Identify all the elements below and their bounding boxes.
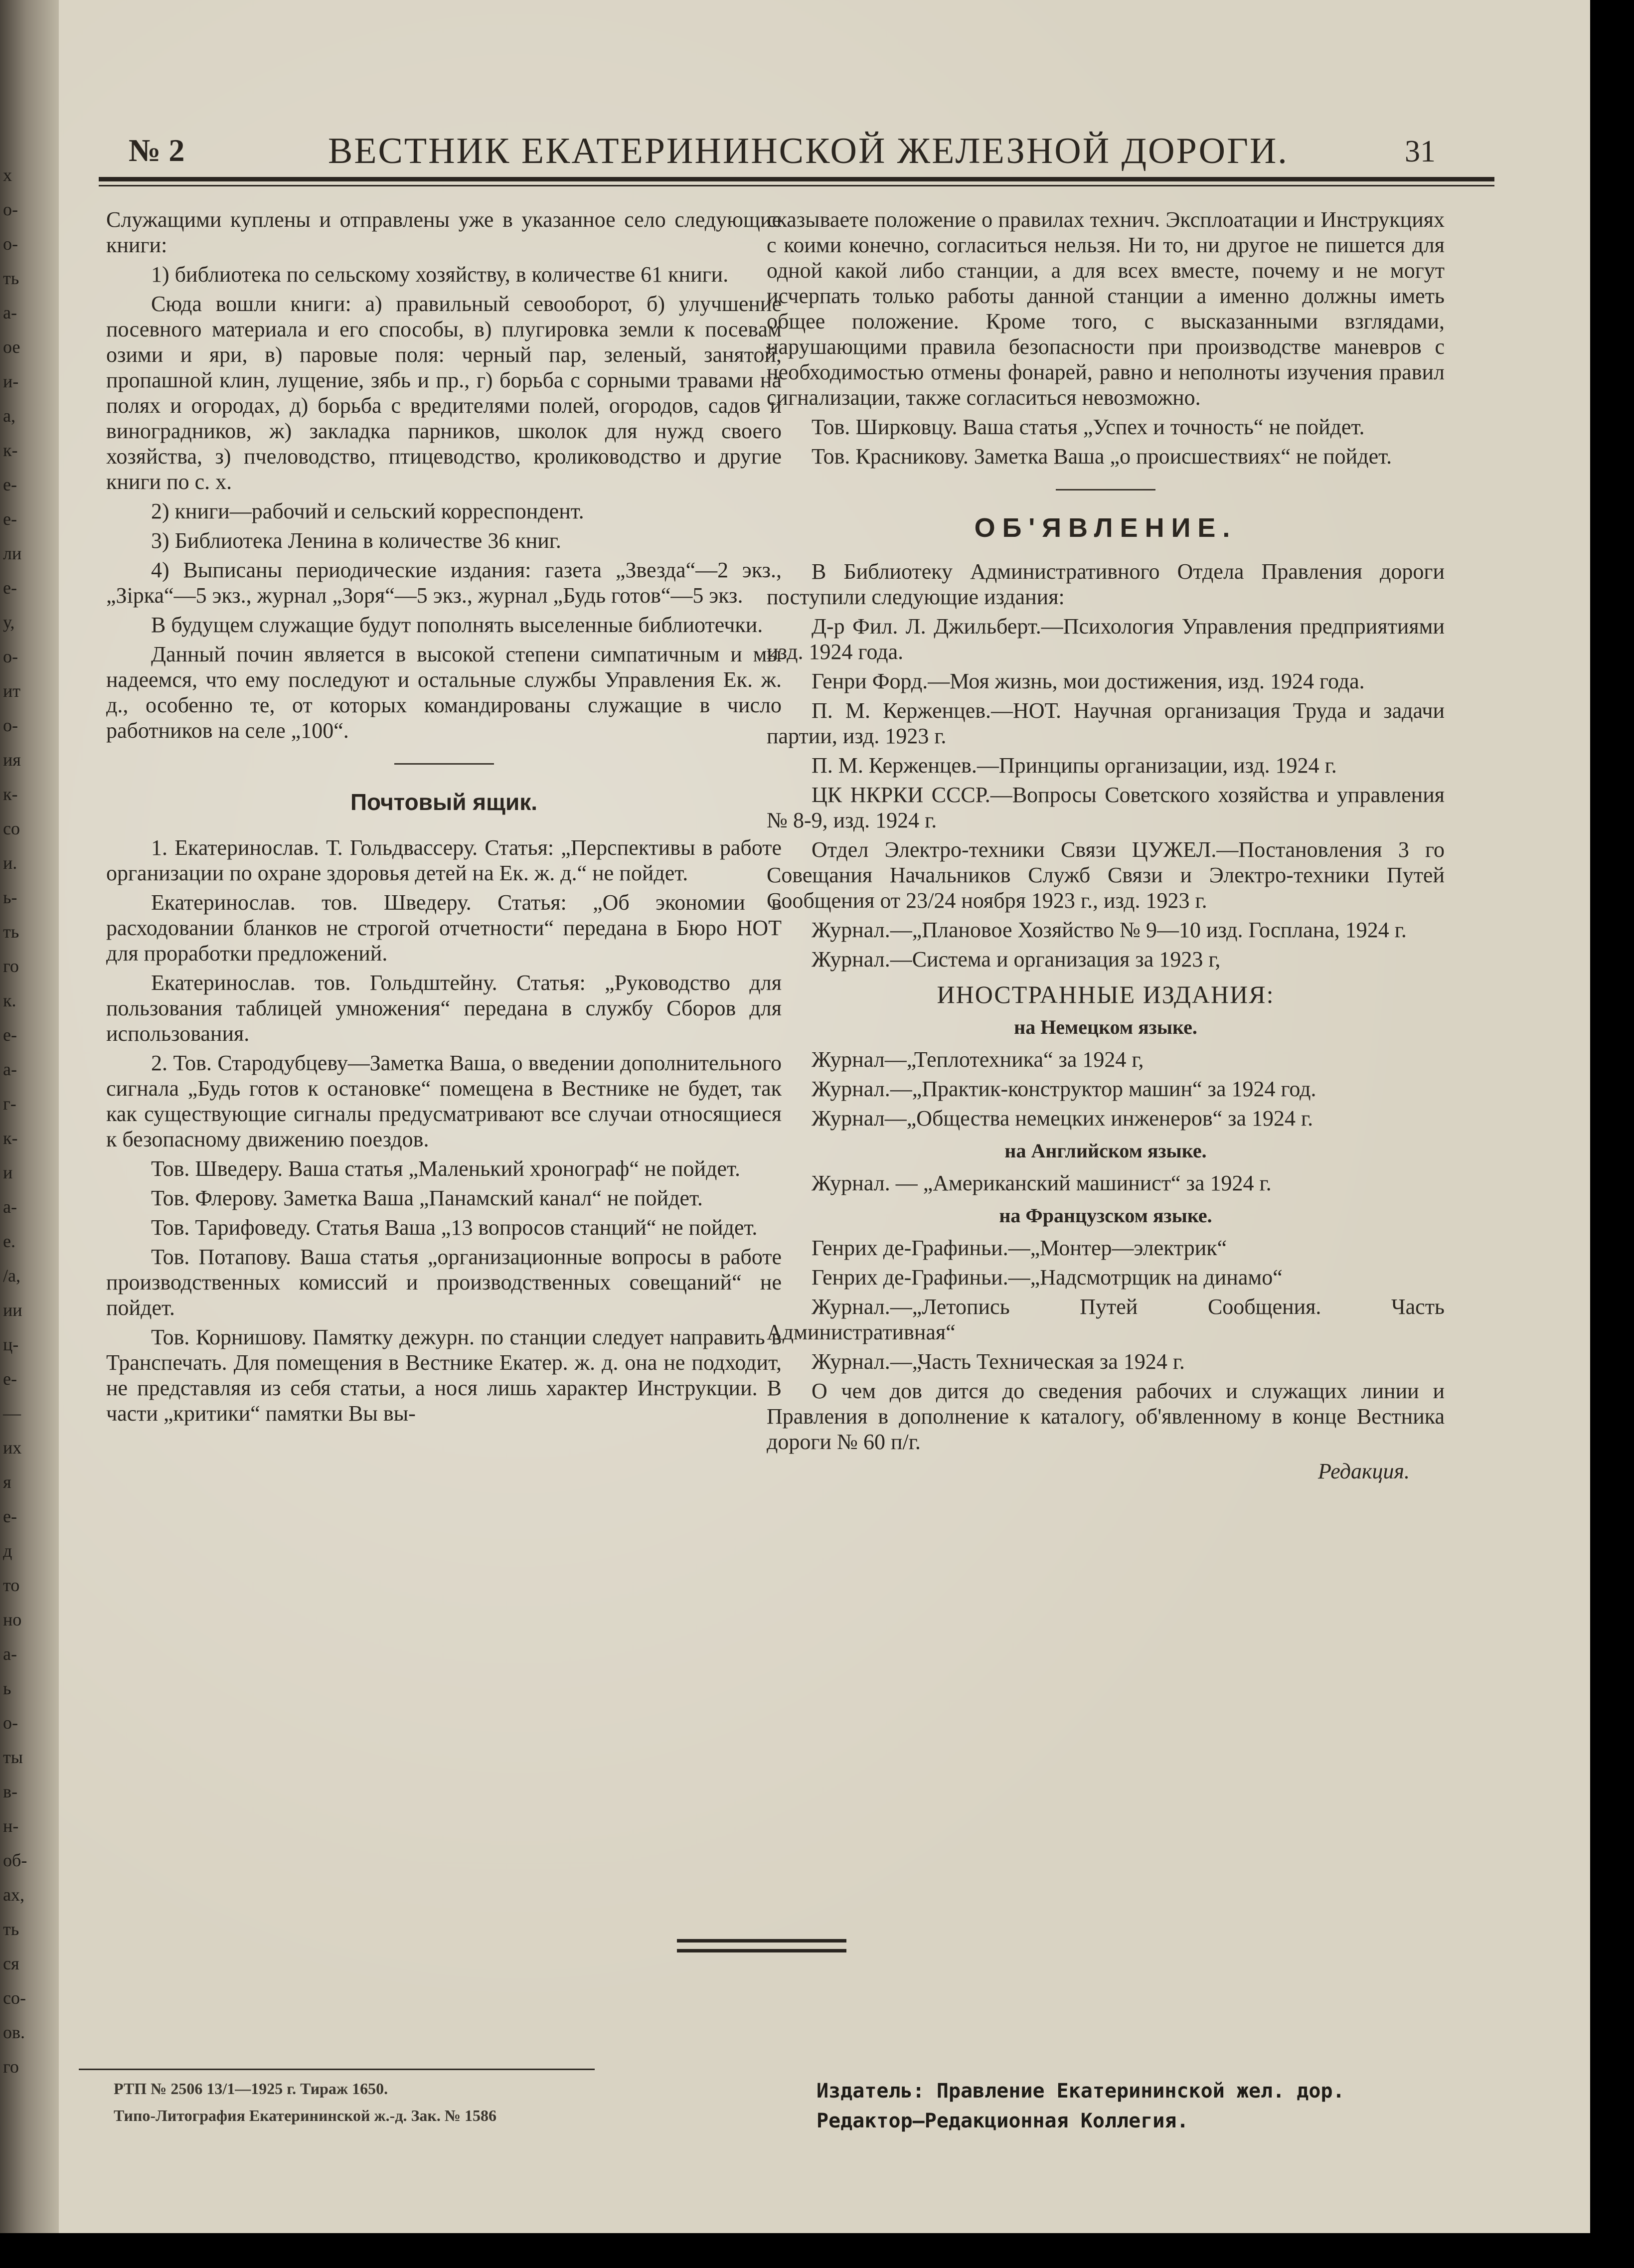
gutter-fragment: к- (3, 440, 18, 460)
scan-border-right (1590, 0, 1634, 2268)
gutter-fragment: со- (3, 1988, 26, 2008)
gutter-fragment: о- (3, 199, 18, 219)
gutter-fragment: ть (3, 922, 19, 942)
gutter-fragment: е- (3, 578, 17, 598)
french-heading: на Французском языке. (999, 1204, 1212, 1227)
foreign-editions-heading: ИНОСТРАННЫЕ ИЗДАНИЯ: (937, 980, 1275, 1008)
publication-entry: Генрих де-Графиньи.—„Монтер—электрик“ (812, 1236, 1227, 1260)
gutter-fragment: е- (3, 1025, 17, 1045)
end-rule (677, 1949, 846, 1952)
publication-entry: Отдел Электро-техники Связи ЦУЖЕЛ.—Постановления 3 го Совещания Начальников Служб Связи и Электро-техники Путей Сообщения от 23/24 ноября 1923 г., изд. 1923 г. (767, 837, 1445, 913)
gutter-fragment: а- (3, 1197, 17, 1217)
mailbox-entry: Екатеринослав. тов. Шведеру. Статья: „Об экономии в расходовании бланков не строгой отчетности“ передана в Бюро НОТ для проработки предложений. (106, 890, 782, 966)
gutter-fragment: а- (3, 1059, 17, 1079)
page-header (99, 127, 1494, 182)
paragraph: Данный почин является в высокой степени симпатичным и мы надеемся, что ему последуют и остальные службы Управления Ек. ж. д., особенно те, от которых командированы служащие в число работников на селе „100“. (106, 642, 782, 743)
gutter-fragment: ое (3, 337, 20, 357)
publication-entry: Генри Форд.—Моя жизнь, мои достижения, изд. 1924 года. (812, 669, 1365, 693)
paragraph: 3) Библиотека Ленина в количестве 36 книг. (151, 528, 561, 553)
announcement-intro: В Библиотеку Административного Отдела Правления дороги поступили следующие издания: (767, 559, 1445, 609)
gutter-fragment: а- (3, 303, 17, 323)
paragraph: В будущем служащие будут пополнять выселенные библиотечки. (151, 613, 763, 637)
mailbox-entry: 1. Екатеринослав. Т. Гольдвассеру. Статья: „Перспективы в работе организации по охране здоровья детей на Ек. ж. д.“ не пойдет. (106, 835, 782, 885)
editorial-signature: Редакция. (1317, 1459, 1410, 1483)
gutter-fragment: в- (3, 1782, 17, 1801)
gutter-fragment: /а, (3, 1266, 20, 1286)
gutter-fragment: ц- (3, 1334, 19, 1354)
end-rule (677, 1939, 846, 1943)
gutter-fragment: х (3, 165, 12, 185)
footer-rule (79, 2069, 595, 2070)
gutter-fragment: и. (3, 853, 17, 873)
page-number: 31 (1405, 135, 1436, 168)
gutter-fragment: со (3, 818, 20, 838)
paragraph: 4) Выписаны периодические издания: газета „Звезда“—2 экз., „Зірка“—5 экз., журнал „Зоря“—5 экз., журнал „Будь готов“—5 экз. (106, 558, 782, 608)
gutter-fragment: о- (3, 234, 18, 254)
gutter-fragment: е- (3, 475, 17, 494)
gutter-fragment: ов. (3, 2022, 25, 2042)
gutter-fragment: о- (3, 647, 18, 666)
gutter-fragment: и (3, 1162, 13, 1182)
paragraph: 2) книги—рабочий и сельский корреспондент. (151, 499, 584, 523)
gutter-fragment: е- (3, 509, 17, 529)
left-column (106, 207, 782, 1430)
gutter-fragment: их (3, 1438, 22, 1458)
mailbox-entry: Тов. Флерову. Заметка Ваша „Панамский канал“ не пойдет. (151, 1186, 703, 1210)
gutter-fragment: е- (3, 1369, 17, 1389)
gutter-fragment: ты (3, 1747, 23, 1767)
gutter-fragment: ь- (3, 887, 17, 907)
publication-entry: Журнал.—„Практик-конструктор машин“ за 1924 год. (812, 1077, 1316, 1101)
gutter-fragment: е- (3, 1506, 17, 1526)
gutter-fragment: ли (3, 543, 22, 563)
publication-entry: Журнал.—Система и организация за 1923 г, (812, 947, 1221, 972)
section-divider (394, 763, 494, 765)
issue-number: № 2 (129, 133, 185, 168)
paragraph: сказываете положение о правилах технич. Эксплоатации и Инструкциях с коими конечно, согласиться нельзя. Ни то, ни другое не пишется для одной какой либо станции, а для всех вместе, почему и не могут исчерпать только работы данной станции а именно должны иметь общее положение. Кроме того, с высказанными взглядами, нарушающими правила безопасности при производстве маневров с необходимостью отмены фонарей, равно и неполноты изучения правил сигнализации, также согласиться невозможно. (767, 207, 1445, 410)
paragraph: Тов. Ширковцу. Ваша статья „Успех и точность“ не пойдет. (812, 415, 1365, 439)
closing-note: О чем дов дится до сведения рабочих и служащих линии и Правления в дополнение к каталогу, об'явленному в конце Вестника дороги № 60 п/г. (767, 1379, 1445, 1454)
mailbox-heading: Почтовый ящик. (350, 789, 538, 815)
gutter-fragment: к- (3, 784, 18, 804)
publication-entry: Генрих де-Графиньи.—„Надсмотрщик на динамо“ (812, 1265, 1283, 1290)
gutter-fragment: я (3, 1472, 11, 1492)
gutter-fragment: ть (3, 268, 19, 288)
header-rule-thin (99, 185, 1494, 186)
publication-entry: Журнал—„Теплотехника“ за 1924 г, (812, 1047, 1144, 1072)
publication-entry: Журнал.—„Летопись Путей Сообщения. Часть Административная“ (767, 1295, 1445, 1344)
gutter-fragment: у, (3, 612, 15, 632)
mailbox-entry: Екатеринослав. тов. Гольдштейну. Статья: „Руководство для пользования таблицей умножения“ передана в службу Сборов для использования. (106, 971, 782, 1046)
gutter-fragment: д (3, 1541, 12, 1561)
publisher-line: Издатель: Правление Екатерининской жел. дор. (817, 2080, 1345, 2103)
publication-entry: Д-р Фил. Л. Джильберт.—Психология Управления предприятиями изд. 1924 года. (767, 614, 1445, 664)
editor-line: Редактор—Редакционная Коллегия. (817, 2109, 1189, 2132)
gutter-fragment: ит (3, 681, 20, 701)
mailbox-entry: Тов. Тарифоведу. Статья Ваша „13 вопросов станций“ не пойдет. (151, 1215, 758, 1240)
gutter-fragment: о- (3, 715, 18, 735)
paragraph: Сюда вошли книги: а) правильный севооборот, б) улучшение посевного материала и его способы, в) плугировка земли к посевам озими и яри, в) паровые поля: черный пар, зеленый, занятой, пропашной клин, лущение, зябь и пр., г) борьба с сорными травами на полях и огородах, д) борьба с вредителями полей, огородов, садов и виноградников, ж) закладка парников, школок для нужд своего хозяйства, з) пчеловодство, птицеводство, кролиководство и другие книги по с. х. (106, 292, 782, 494)
gutter-fragment: и- (3, 371, 19, 391)
publication-entry: Журнал. — „Американский машинист“ за 1924 г. (812, 1171, 1272, 1195)
gutter-fragment: об- (3, 1850, 27, 1870)
mailbox-entry: 2. Тов. Стародубцеву—Заметка Ваша, о введении дополнительного сигнала „Будь готов к остановке“ помещена в Вестнике не будет, так как существующие сигналы предусматривают все случаи относящиеся к безопасному движению поездов. (106, 1051, 782, 1151)
announcement-heading: ОБ'ЯВЛЕНИЕ. (974, 513, 1237, 543)
publication-entry: Журнал.—„Часть Техническая за 1924 г. (812, 1349, 1185, 1374)
paragraph: Тов. Красникову. Заметка Ваша „о происшествиях“ не пойдет. (812, 444, 1392, 469)
gutter-fragment: ия (3, 750, 21, 770)
gutter-fragment: го (3, 956, 19, 976)
gutter-fragment: н- (3, 1816, 19, 1836)
gutter-fragment: г- (3, 1094, 16, 1114)
publication-entry: Журнал—„Общества немецких инженеров“ за 1924 г. (812, 1106, 1313, 1131)
periodical-title: ВЕСТНИК ЕКАТЕРИНИНСКОЙ ЖЕЛЕЗНОЙ ДОРОГИ. (328, 131, 1289, 171)
newspaper-page (59, 0, 1590, 2233)
publication-entry: П. М. Керженцев.—НОТ. Научная организация Труда и задачи партии, изд. 1923 г. (767, 698, 1445, 748)
gutter-fragment: ть (3, 1919, 19, 1939)
gutter-fragment: о- (3, 1713, 18, 1733)
gutter-fragment: — (3, 1403, 21, 1423)
gutter-fragment: к. (3, 990, 16, 1010)
section-divider (1056, 489, 1155, 490)
scan-border-bottom (0, 2233, 1590, 2268)
right-column (767, 207, 1445, 1488)
gutter-previous-page (0, 0, 59, 2233)
gutter-fragment: ся (3, 1953, 19, 1973)
gutter-fragment: то (3, 1575, 20, 1595)
gutter-fragment: а, (3, 406, 15, 426)
german-heading: на Немецком языке. (1014, 1016, 1197, 1038)
gutter-fragment: ах, (3, 1885, 24, 1905)
gutter-fragment: ь (3, 1678, 11, 1698)
gutter-fragment: ии (3, 1300, 22, 1320)
mailbox-entry: Тов. Потапову. Ваша статья „организационные вопросы в работе производственных комиссий и производственных совещаний“ не пойдет. (106, 1245, 782, 1320)
mailbox-entry: Тов. Шведеру. Ваша статья „Маленький хронограф“ не пойдет. (151, 1156, 740, 1181)
paragraph: Служащими куплены и отправлены уже в указанное село следующие книги: (106, 207, 782, 257)
printing-house: Типо-Литография Екатерининской ж.-д. Зак. № 1586 (114, 2106, 496, 2124)
mailbox-entry: Тов. Корнишову. Памятку дежурн. по станции следует направить в Транспечать. Для помещения в Вестнике Екатер. ж. д. она не подходит, не представляя из себя статьи, а нося лишь характер Инструкции. В части „критики“ памятки Вы вы- (106, 1325, 782, 1426)
gutter-fragment: но (3, 1610, 22, 1629)
publication-entry: П. М. Керженцев.—Принципы организации, изд. 1924 г. (812, 753, 1337, 778)
print-info: РТП № 2506 13/1—1925 г. Тираж 1650. (114, 2080, 388, 2098)
gutter-fragment: е. (3, 1231, 15, 1251)
header-rule (99, 177, 1494, 181)
publication-entry: Журнал.—„Плановое Хозяйство № 9—10 изд. Госплана, 1924 г. (812, 918, 1407, 942)
publication-entry: ЦК НКРКИ СССР.—Вопросы Советского хозяйства и управления № 8-9, изд. 1924 г. (767, 783, 1445, 832)
english-heading: на Английском языке. (1004, 1139, 1207, 1162)
gutter-fragment: а- (3, 1644, 17, 1664)
paragraph: 1) библиотека по сельскому хозяйству, в количестве 61 книги. (151, 262, 729, 287)
gutter-fragment: к- (3, 1128, 18, 1148)
gutter-fragment: го (3, 2057, 19, 2077)
